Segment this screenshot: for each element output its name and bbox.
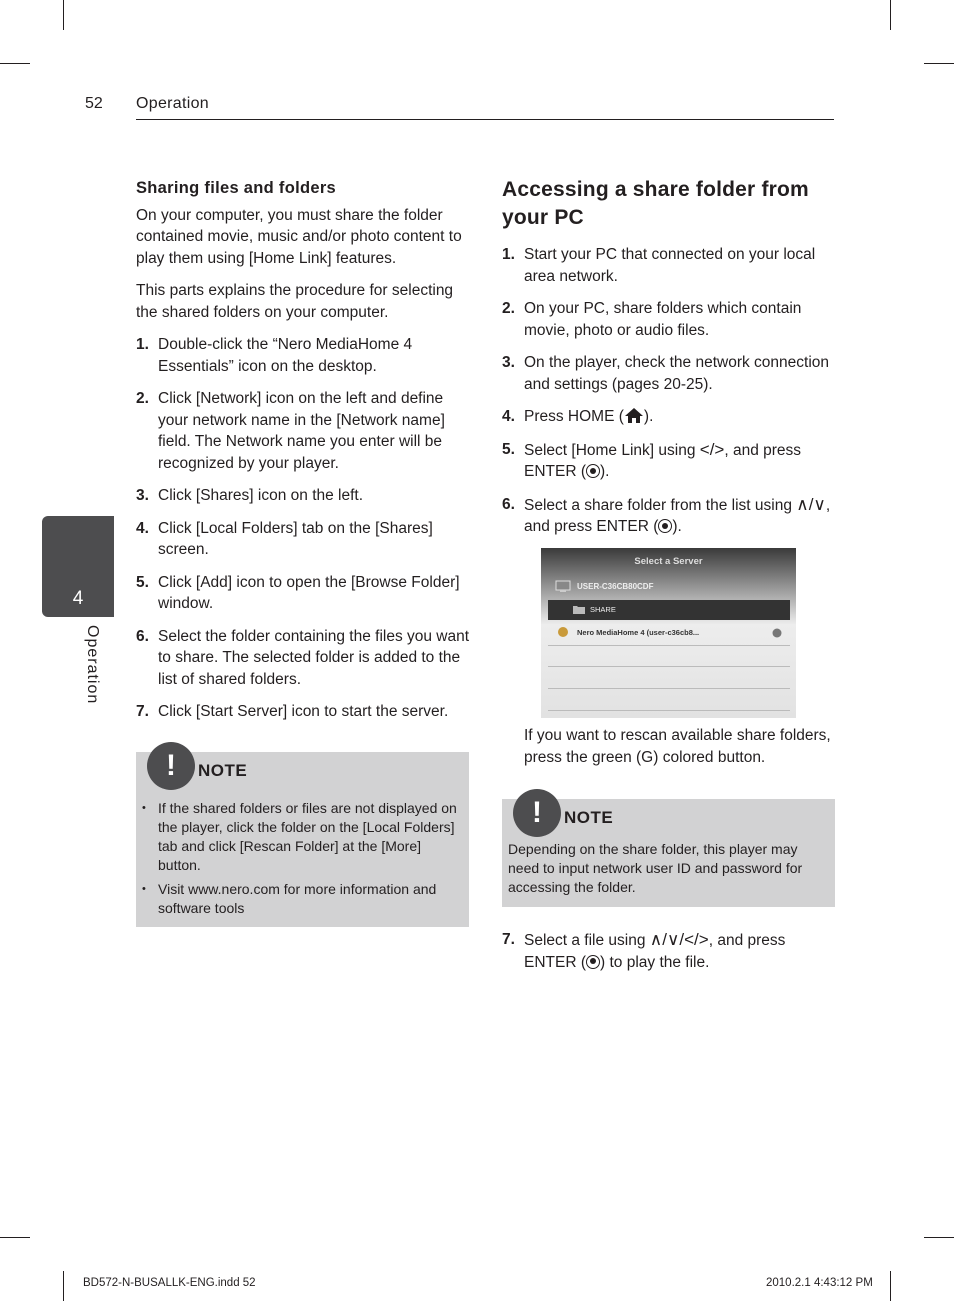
- note-box-right: [502, 796, 835, 907]
- right-column: [502, 176, 836, 549]
- crop-mark: [63, 1271, 64, 1301]
- right-step-7: [502, 929, 836, 984]
- rescan-paragraph: If you want to rescan available share folders, press the green (G) colored button.: [524, 727, 831, 766]
- footer-date: 2010.2.1 4:43:12 PM: [766, 1277, 873, 1289]
- sharing-heading: Sharing files and folders: [136, 179, 337, 197]
- note-text: Depending on the share folder, this player may need to input network user ID and password for accessing the folder.: [508, 841, 803, 895]
- crop-mark: [924, 1237, 954, 1238]
- access-steps-cont: [502, 929, 836, 973]
- computer-icon: [555, 580, 571, 593]
- crop-mark: [924, 63, 954, 64]
- step-item: 1. Start your PC that connected on your local area network.: [502, 246, 816, 285]
- step-item: 3. On the player, check the network connection and settings (pages 20-25).: [502, 354, 830, 393]
- enter-icon: [658, 519, 672, 533]
- left-column: [136, 178, 470, 734]
- nero-icon: [557, 626, 569, 638]
- step-item: 5. Select [Home Link] using </>, and press ENTER ( ).: [502, 439, 802, 480]
- share-label: SHARE: [590, 605, 616, 614]
- share-row: [548, 600, 790, 620]
- header-rule: [136, 119, 834, 120]
- screen-title: Select a Server: [634, 556, 703, 567]
- step-item: 5. Click [Add] icon to open the [Browse Folder] window.: [136, 573, 460, 612]
- footer-file: BD572-N-BUSALLK-ENG.indd 52: [83, 1277, 256, 1289]
- step-item: 4. Press HOME ( ).: [502, 408, 654, 425]
- crop-mark: [890, 0, 891, 30]
- crop-mark: [0, 1237, 30, 1238]
- home-icon: [624, 407, 644, 424]
- step-item: 6. Select a share folder from the list using ∧/∨, and press ENTER ( ).: [502, 494, 831, 535]
- select-server-screenshot: [541, 548, 796, 718]
- exclamation-icon: !: [513, 789, 561, 837]
- nero-server: Nero MediaHome 4 (user-c36cb8...: [577, 628, 700, 637]
- procedure-paragraph: This parts explains the procedure for selecting the shared folders on your computer.: [136, 282, 454, 321]
- step-item: 4. Click [Local Folders] tab on the [Shares] screen.: [136, 519, 433, 558]
- list-divider: [548, 710, 790, 711]
- server-name: USER-C36CB80CDF: [577, 582, 654, 591]
- enter-icon: [586, 955, 600, 969]
- step-item: 2. Click [Network] icon on the left and define your network name in the [Network name] field. The Network name you enter will be recognized by your player.: [136, 390, 445, 472]
- crop-mark: [0, 63, 30, 64]
- step-item: 7. Click [Start Server] icon to start the server.: [136, 703, 449, 720]
- enter-icon: [586, 464, 600, 478]
- intro-paragraph: On your computer, you must share the folder contained movie, music and/or photo content to play them using [Home Link] features.: [136, 206, 462, 267]
- step-item: 7. Select a file using ∧/∨/</>, and press ENTER ( ) to play the file.: [502, 930, 786, 971]
- crop-mark: [63, 0, 64, 30]
- chapter-label: Operation: [84, 625, 101, 705]
- section-title: Operation: [136, 95, 209, 112]
- step-item: 3. Click [Shares] icon on the left.: [136, 487, 364, 504]
- folder-icon: [572, 604, 586, 615]
- note-bullet: • If the shared folders or files are not displayed on the player, click the folder on the [Local Folders] tab and click [Rescan Folder] at the [More] button.: [136, 799, 462, 875]
- chapter-number: 4: [72, 588, 84, 609]
- note-title: NOTE: [564, 808, 614, 827]
- list-divider: [548, 666, 790, 667]
- sharing-steps: [136, 334, 470, 723]
- exclamation-icon: !: [147, 742, 195, 790]
- globe-icon: [772, 628, 782, 638]
- access-steps: [502, 244, 836, 538]
- list-divider: [548, 688, 790, 689]
- note-title: NOTE: [198, 761, 248, 780]
- list-divider: [548, 645, 790, 646]
- note-box-left: [136, 749, 469, 927]
- note-bullet: • Visit www.nero.com for more information and software tools: [136, 880, 462, 918]
- step-item: 2. On your PC, share folders which contain movie, photo or audio files.: [502, 300, 802, 339]
- note-list: [136, 799, 462, 923]
- crop-mark: [890, 1271, 891, 1301]
- access-heading: Accessing a share folder from your PC: [502, 178, 809, 229]
- page-number: 52: [85, 95, 103, 112]
- step-item: 1. Double-click the “Nero MediaHome 4 Essentials” icon on the desktop.: [136, 336, 413, 375]
- step-item: 6. Select the folder containing the files you want to share. The selected folder is added to the list of shared folders.: [136, 627, 470, 688]
